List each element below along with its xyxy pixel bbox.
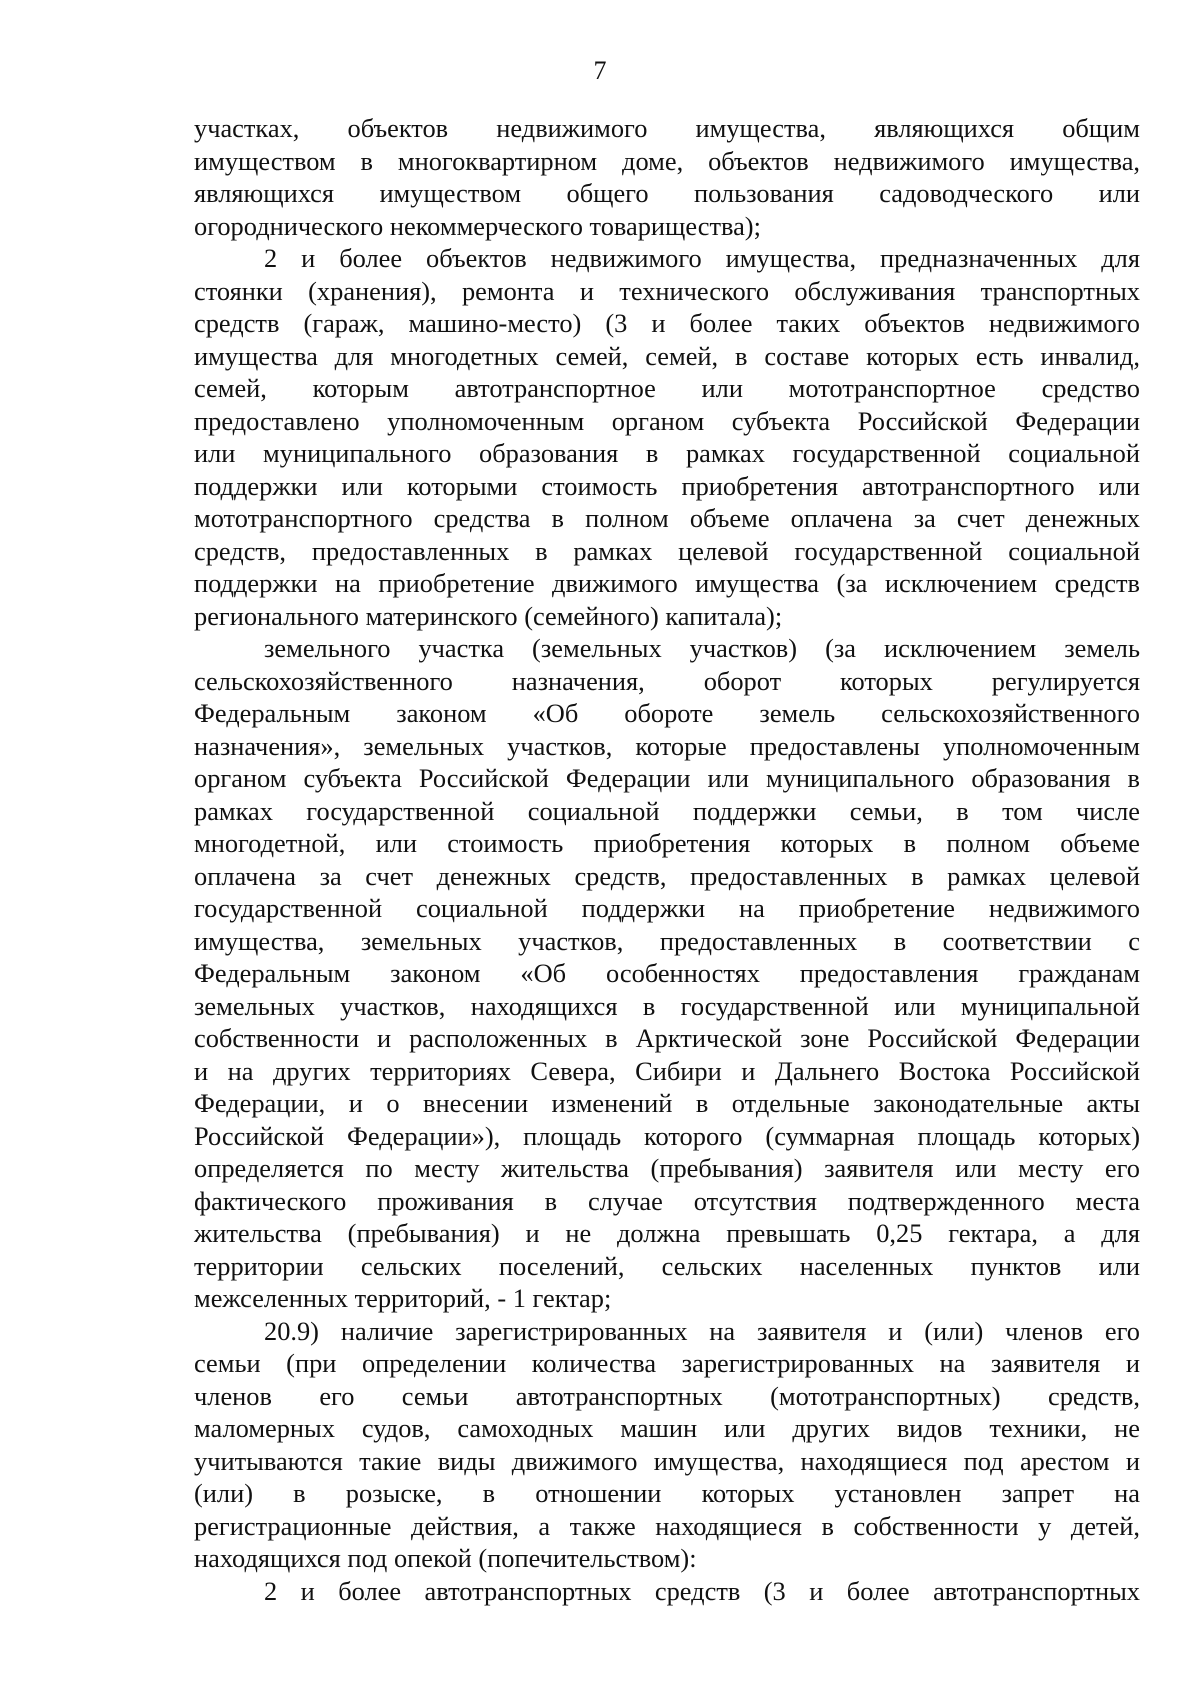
- document-body: [194, 112, 1140, 1607]
- text-line: земельных участков, находящихся в государственной или муниципальной: [194, 990, 1140, 1021]
- text-line: являющихся имуществом общего пользования садоводческого или: [194, 178, 1140, 208]
- text-line: стоянки (хранения), ремонта и технического обслуживания транспортных: [194, 275, 1140, 306]
- text-line: и на других территориях Севера, Сибири и Дальнего Востока Российской: [194, 1055, 1140, 1086]
- text-line: территории сельских поселений, сельских населенных пунктов или: [194, 1250, 1140, 1281]
- text-line: оплачена за счет денежных средств, предоставленных в рамках целевой: [194, 860, 1140, 891]
- text-line: имущества для многодетных семей, семей, в составе которых есть инвалид,: [194, 340, 1140, 371]
- text-line: находящихся под опекой (попечительством):: [194, 1543, 697, 1573]
- text-line: государственной социальной поддержки на приобретение недвижимого: [194, 893, 1140, 923]
- text-line: Федерации, и о внесении изменений в отдельные законодательные акты: [194, 1088, 1140, 1118]
- text-line: рамках государственной социальной поддержки семьи, в том числе: [194, 795, 1140, 826]
- text-line: предоставлено уполномоченным органом субъекта Российской Федерации: [194, 405, 1140, 436]
- text-line: земельного участка (земельных участков) (за исключением земель: [264, 633, 1140, 663]
- text-line: жительства (пребывания) и не должна превышать 0,25 гектара, а для: [194, 1218, 1140, 1248]
- text-line: Федеральным законом «Об особенностях предоставления гражданам: [194, 958, 1140, 988]
- page-number: 7: [593, 56, 607, 85]
- text-line: учитываются такие виды движимого имущества, находящиеся под арестом и: [194, 1445, 1140, 1476]
- text-line: членов его семьи автотранспортных (мототранспортных) средств,: [194, 1380, 1140, 1411]
- text-line: органом субъекта Российской Федерации или муниципального образования в: [194, 763, 1140, 793]
- text-line: многодетной, или стоимость приобретения которых в полном объеме: [194, 828, 1140, 858]
- text-line: средств, предоставленных в рамках целевой государственной социальной: [194, 535, 1140, 566]
- text-line: участках, объектов недвижимого имущества, являющихся общим: [194, 113, 1140, 143]
- text-line: имущества, земельных участков, предоставленных в соответствии с: [194, 925, 1140, 956]
- text-line: поддержки на приобретение движимого имущества (за исключением средств: [194, 568, 1140, 598]
- text-line: 2 и более автотранспортных средств (3 и более автотранспортных: [264, 1575, 1140, 1606]
- text-line: (или) в розыске, в отношении которых установлен запрет на: [194, 1478, 1140, 1508]
- text-line: определяется по месту жительства (пребывания) заявителя или месту его: [194, 1153, 1140, 1183]
- text-line: мототранспортного средства в полном объеме оплачена за счет денежных: [194, 503, 1140, 533]
- text-line: или муниципального образования в рамках государственной социальной: [194, 438, 1140, 468]
- text-line: маломерных судов, самоходных машин или других видов техники, не: [194, 1413, 1140, 1443]
- text-line: поддержки или которыми стоимость приобретения автотранспортного или: [194, 470, 1140, 501]
- text-line: 20.9) наличие зарегистрированных на заявителя и (или) членов его: [264, 1315, 1140, 1346]
- text-line: Федеральным законом «Об обороте земель сельскохозяйственного: [194, 698, 1140, 728]
- text-line: сельскохозяйственного назначения, оборот которых регулируется: [194, 665, 1140, 696]
- text-line: 2 и более объектов недвижимого имущества, предназначенных для: [264, 243, 1140, 273]
- text-line: регистрационные действия, а также находящиеся в собственности у детей,: [194, 1510, 1140, 1541]
- text-line: фактического проживания в случае отсутствия подтвержденного места: [194, 1185, 1140, 1216]
- text-line: собственности и расположенных в Арктической зоне Российской Федерации: [194, 1023, 1140, 1053]
- text-line: семьи (при определении количества зарегистрированных на заявителя и: [194, 1348, 1140, 1378]
- text-line: Российской Федерации»), площадь которого (суммарная площадь которых): [194, 1120, 1140, 1151]
- text-line: имуществом в многоквартирном доме, объектов недвижимого имущества,: [194, 145, 1140, 176]
- text-line: средств (гараж, машино-место) (3 и более таких объектов недвижимого: [194, 308, 1140, 338]
- text-line: семей, которым автотранспортное или мототранспортное средство: [194, 373, 1140, 403]
- text-line: назначения», земельных участков, которые предоставлены уполномоченным: [194, 730, 1140, 761]
- text-line: межселенных территорий, - 1 гектар;: [194, 1283, 612, 1313]
- text-line: регионального материнского (семейного) капитала);: [194, 600, 783, 631]
- text-line: огороднического некоммерческого товарищества);: [194, 210, 761, 241]
